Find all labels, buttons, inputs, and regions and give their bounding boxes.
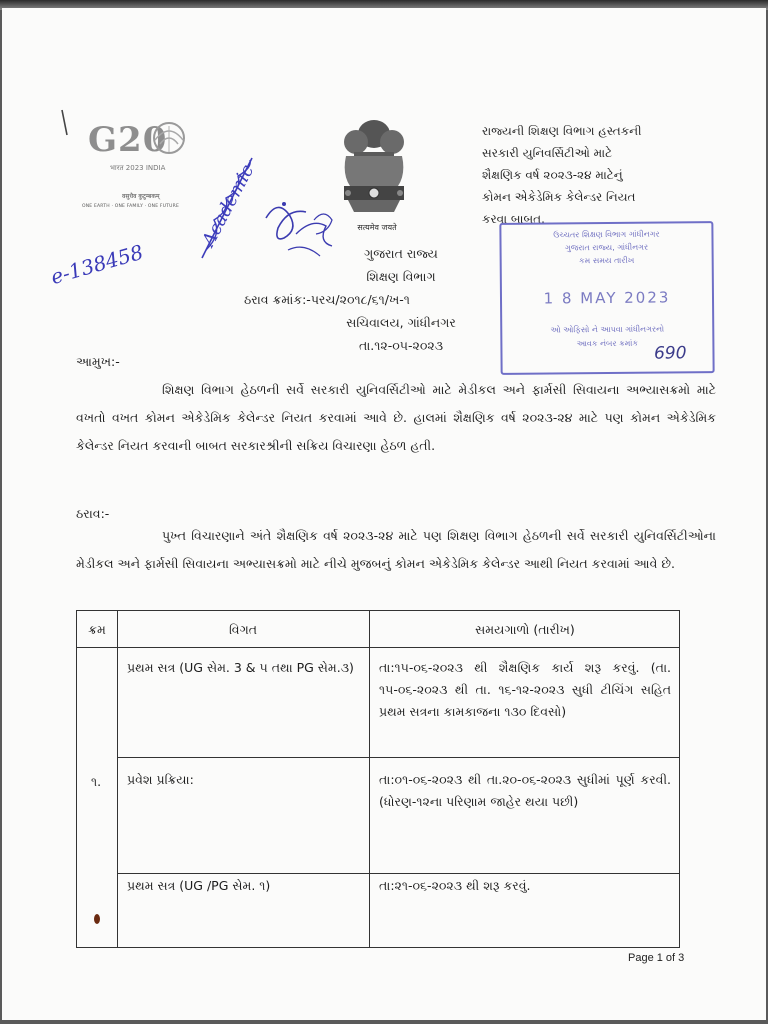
resolution-date: તા.૧૨-૦૫-૨૦૨૩ xyxy=(358,338,444,353)
stamp-inward-number: 690 xyxy=(653,343,687,364)
page-number: Page 1 of 3 xyxy=(628,952,685,964)
resolution-paragraph: પુખ્ત વિચારણાને અંતે શૈક્ષણિક વર્ષ ૨૦૨૩-૨૪ માટે પણ શિક્ષણ વિભાગ હેઠળની સર્વે સરકારી યુનિવર્સિટીઓના મેડીકલ અને ફાર્મસી સિવાયના અભ્યાસક્રમો માટે નીચે મુજબનું કોમન એકેડેમિક કેલેન્ડર આથી નિયત કરવામાં આવે છે. xyxy=(76,528,716,571)
table-cell-detail: પ્રથમ સત્ર (UG /PG સેમ. ૧) xyxy=(127,878,271,893)
table-divider xyxy=(77,647,679,648)
table-header-period: સમયગાળો (તારીખ) xyxy=(475,622,575,637)
resolution-label: ઠરાવ:- xyxy=(76,506,110,521)
subject-line: કરવા બાબત. xyxy=(482,212,545,226)
ink-spot xyxy=(94,914,100,924)
table-divider xyxy=(117,611,118,947)
table-cell-detail: પ્રથમ સત્ર (UG સેમ. 3 & ૫ તથા PG સેમ.૩) xyxy=(127,660,354,675)
lotus-globe-icon xyxy=(146,118,192,158)
stray-pen-mark xyxy=(60,108,70,138)
resolution-number: ઠરાવ ક્રમાંક:-પરચ/૨૦૧૮/૬૧/ખ-૧ xyxy=(244,292,410,307)
g20-english-motto: ONE EARTH · ONE FAMILY · ONE FUTURE xyxy=(82,204,179,209)
table-cell-period: તા:૦૧-૦૬-૨૦૨૩ થી તા.૨૦-૦૬-૨૦૨૩ સુધીમાં પૂર્ણ કરવી. (ધોરણ-૧૨ના પરિણામ જાહેર થયા પછી) xyxy=(379,772,671,809)
g20-logo-text: G20 xyxy=(88,120,168,160)
g20-sanskrit-motto: वसुधैव कुटुम्बकम् xyxy=(122,193,160,200)
table-divider xyxy=(117,873,679,874)
table-cell-period: તા:૨૧-૦૬-૨૦૨૩ થી શરૂ કરવું. xyxy=(379,878,531,893)
stamp-received-date: 1 8 MAY 2023 xyxy=(543,288,671,308)
subject-line: શૈક્ષણિક વર્ષ ૨૦૨૩-૨૪ માટેનું xyxy=(482,168,623,182)
handwritten-reference-number: e-138458 xyxy=(48,239,146,290)
stamp-footer-line-2: આવક નંબર ક્રમાંક xyxy=(576,338,639,349)
department-name: શિક્ષણ વિભાગ xyxy=(366,269,436,284)
subject-block xyxy=(482,120,722,230)
stamp-footer-line: ઓ ઓફિસો ને આપવા ગાંધીનગરનો xyxy=(550,324,665,335)
handwritten-academic-note: Academic xyxy=(198,161,259,250)
table-divider xyxy=(369,611,370,947)
office-name: સચિવાલય, ગાંધીનગર xyxy=(346,315,456,330)
g20-hindi-year: भारत 2023 INDIA xyxy=(110,164,166,172)
stamp-location-line: ગુજરાત રાજ્ય, ગાંધીનગર xyxy=(564,242,649,253)
calendar-table xyxy=(76,610,680,948)
table-cell-detail: પ્રવેશ પ્રક્રિયા: xyxy=(127,772,194,787)
stamp-office-line: ઉચ્ચતર શિક્ષણ વિભાગ ગાંધીનગર xyxy=(553,229,660,240)
document-page xyxy=(2,8,766,1020)
stamp-caption-line: કમ સમય તારીખ xyxy=(578,255,635,266)
table-header-serial: ક્રમ xyxy=(88,622,106,637)
subject-line: સરકારી યુનિવર્સિટીઓ માટે xyxy=(482,146,613,160)
emblem-motto: सत्यमेव जयते xyxy=(357,223,397,232)
table-cell-period: તા:૧૫-૦૬-૨૦૨૩ થી શૈક્ષણિક કાર્ય શરૂ કરવું. (તા. ૧૫-૦૬-૨૦૨૩ થી તા. ૧૬-૧૨-૨૦૨૩ સુધી ટીચિંગ સહિત પ્રથમ સત્રના કામકાજના ૧૩૦ દિવસો) xyxy=(379,660,671,719)
subject-line: રાજ્યની શિક્ષણ વિભાગ હસ્તકની xyxy=(482,124,642,138)
received-stamp xyxy=(499,221,714,375)
subject-line: કોમન એકેડેમિક કેલેન્ડર નિયત xyxy=(482,190,636,204)
table-header-detail: વિગત xyxy=(228,622,258,637)
table-serial-number: ૧. xyxy=(91,774,102,789)
preamble-label: આમુખ:- xyxy=(76,354,120,369)
state-name: ગુજરાત રાજ્ય xyxy=(364,246,438,261)
table-divider xyxy=(117,757,679,758)
preamble-paragraph: શિક્ષણ વિભાગ હેઠળની સર્વે સરકારી યુનિવર્સિટીઓ માટે મેડીકલ અને ફાર્મસી સિવાયના અભ્યાસક્રમો માટે વખતો વખત કોમન એકેડેમિક કેલેન્ડર નિયત કરવામાં આવે છે. હાલમાં શૈક્ષણિક વર્ષ ૨૦૨૩-૨૪ માટે પણ કોમન એકેડેમિક કેલેન્ડર નિયત કરવાની બાબત સરકારશ્રીની સક્રિય વિચારણા હેઠળ હતી. xyxy=(76,382,716,453)
